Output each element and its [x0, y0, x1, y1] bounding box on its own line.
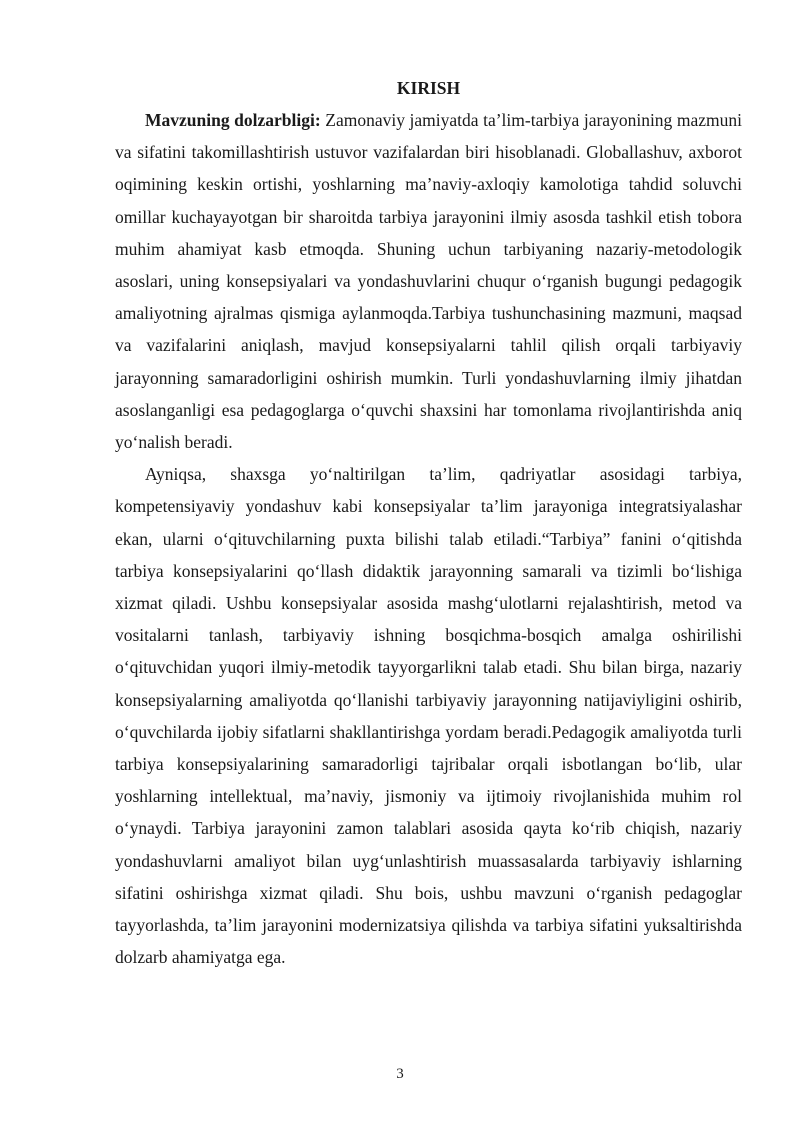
page-number: 3: [396, 1066, 404, 1082]
section-title: KIRISH: [396, 78, 461, 98]
paragraph-relevance: [115, 104, 742, 458]
paragraph-body: Zamonaviy jamiyatda ta’lim-tarbiya jarayonining mazmuni va sifatini takomillashtirish ustuvor vazifalardan biri hisoblanadi. Globallashuv, axborot oqimining keskin ortishi, yoshlarning ma’naviy-axloqiy kamolotiga tahdid soluvchi omillar kuchayayotgan bir sharoitda tarbiya jarayonini ilmiy asosda tashkil etish tobora muhim ahamiyat kasb etmoqda. Shuning uchun tarbiyaning nazariy-metodologik asoslari, uning konsepsiyalari va yondashuvlarini chuqur o‘rganish bugungi pedagogik amaliyotning ajralmas qismiga aylanmoqda.Tarbiya tushunchasining mazmuni, maqsad va vazifalarini aniqlash, mavjud konsepsiyalarni tahlil qilish orqali tarbiyaviy jarayonning samaradorligini oshirish mumkin. Turli yondashuvlarning ilmiy jihatdan asoslanganligi esa pedagoglarga o‘quvchi shaxsini har tomonlama rivojlantirishda aniq yo‘nalish beradi.: [115, 110, 742, 453]
paragraph-lead: Mavzuning dolzarbligi:: [145, 110, 321, 130]
document-page: [115, 72, 742, 973]
paragraph-concepts: Ayniqsa, shaxsga yo‘naltirilgan ta’lim, qadriyatlar asosidagi tarbiya, kompetensiyaviy yondashuv kabi konsepsiyalar ta’lim jarayoniga integratsiyalashar ekan, ularni o‘qituvchilarning puxta bilishi talab etiladi.“Tarbiya” fanini o‘qitishda tarbiya konsepsiyalarini qo‘llash didaktik jarayonning samarali va tizimli bo‘lishiga xizmat qiladi. Ushbu konsepsiyalar asosida mashg‘ulotlarni rejalashtirish, metod va vositalarni tanlash, tarbiyaviy ishning bosqichma-bosqich amalga oshirilishi o‘qituvchidan yuqori ilmiy-metodik tayyorgarlikni talab etadi. Shu bilan birga, nazariy konsepsiyalarning amaliyotda qo‘llanishi tarbiyaviy jarayonning natijaviyligini oshirib, o‘quvchilarda ijobiy sifatlarni shakllantirishga yordam beradi.Pedagogik amaliyotda turli tarbiya konsepsiyalarining samaradorligi tajribalar orqali isbotlangan bo‘lib, ular yoshlarning intellektual, ma’naviy, jismoniy va ijtimoiy rivojlanishida muhim rol o‘ynaydi. Tarbiya jarayonini zamon talablari asosida qayta ko‘rib chiqish, nazariy yondashuvlarni amaliyot bilan uyg‘unlashtirish muassasalarda tarbiyaviy ishlarning sifatini oshirishga xizmat qiladi. Shu bois, ushbu mavzuni o‘rganish pedagoglar tayyorlashda, ta’lim jarayonini modernizatsiya qilishda va tarbiya sifatini yuksaltirishda dolzarb ahamiyatga ega.: [115, 464, 742, 968]
